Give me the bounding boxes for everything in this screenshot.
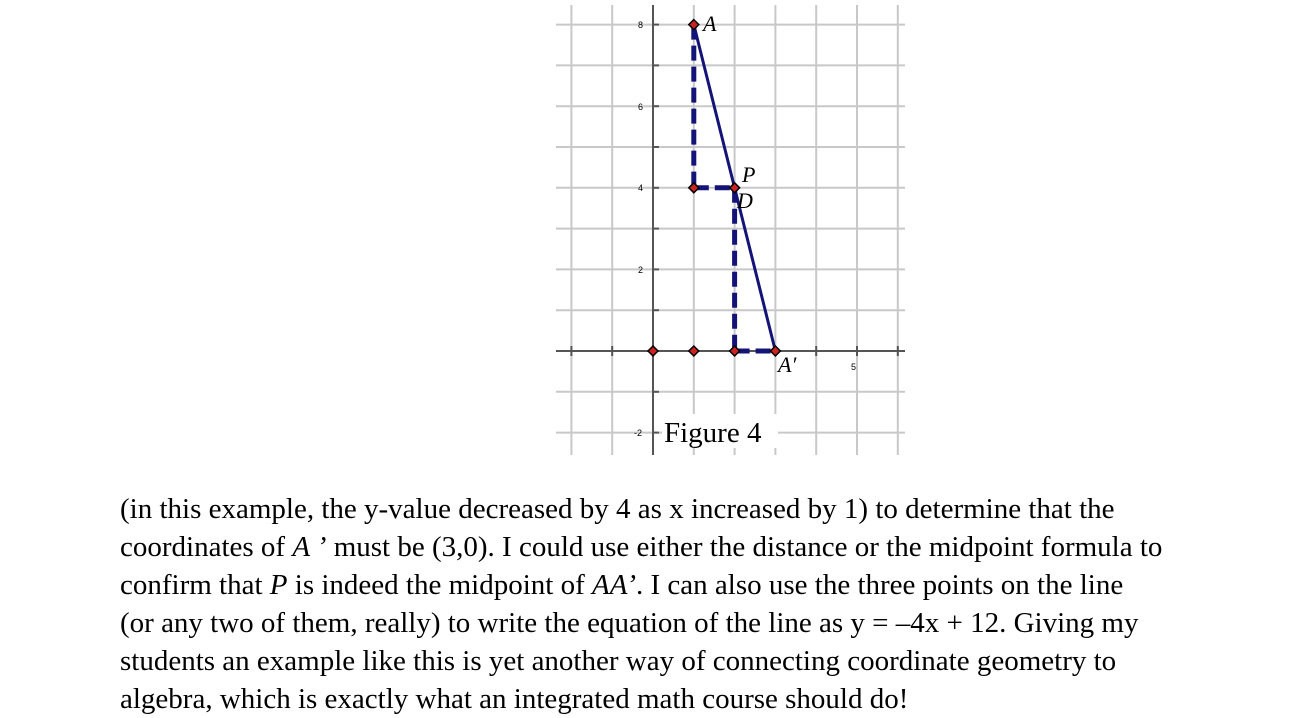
point-label-p: P: [742, 162, 756, 187]
y-tick-label-neg2: -2: [634, 428, 643, 438]
italic-p: P: [269, 569, 288, 601]
y-tick-label-8: 8: [638, 20, 644, 30]
point-label-a-prime: A′: [778, 352, 797, 377]
text: must be (3,0). I could use either the distance or the midpoint formula to: [326, 531, 1163, 563]
grid: [556, 5, 905, 455]
italic-a-prime: A ’: [292, 531, 327, 563]
point-a: [689, 20, 699, 30]
y-tick-label-4: 4: [638, 183, 644, 193]
figure-caption: Figure 4: [664, 417, 762, 449]
paragraph-line-1: (in this example, the y-value decreased by 4 as x increased by 1) to determine that the: [120, 493, 1115, 525]
y-tick-label-2: 2: [638, 265, 644, 275]
point-label-a: A: [703, 11, 717, 36]
paragraph-line-6: algebra, which is exactly what an integrated math course should do!: [120, 683, 909, 715]
axes: [556, 5, 905, 455]
grid-point: [689, 346, 699, 356]
text: confirm that: [120, 569, 270, 601]
grid-point: [730, 346, 740, 356]
paragraph-line-2: [120, 528, 1305, 566]
grid-point: [689, 183, 699, 193]
paragraph-line-4: (or any two of them, really) to write the equation of the line as y = –4x + 12. Giving my: [120, 607, 1139, 639]
text: is indeed the midpoint of: [287, 569, 592, 601]
point-label-d: D: [737, 188, 753, 213]
text: coordinates of: [120, 531, 293, 563]
x-tick-label-5: 5: [851, 362, 857, 372]
paragraph-line-3: [120, 566, 1305, 604]
paragraph-line-5: students an example like this is yet another way of connecting coordinate geometry to: [120, 645, 1117, 677]
italic-aa-prime: AA’: [591, 569, 636, 601]
body-paragraph: [120, 490, 1305, 718]
grid-point: [648, 346, 658, 356]
y-tick-label-6: 6: [638, 102, 644, 112]
text: . I can also use the three points on the line: [636, 569, 1124, 601]
